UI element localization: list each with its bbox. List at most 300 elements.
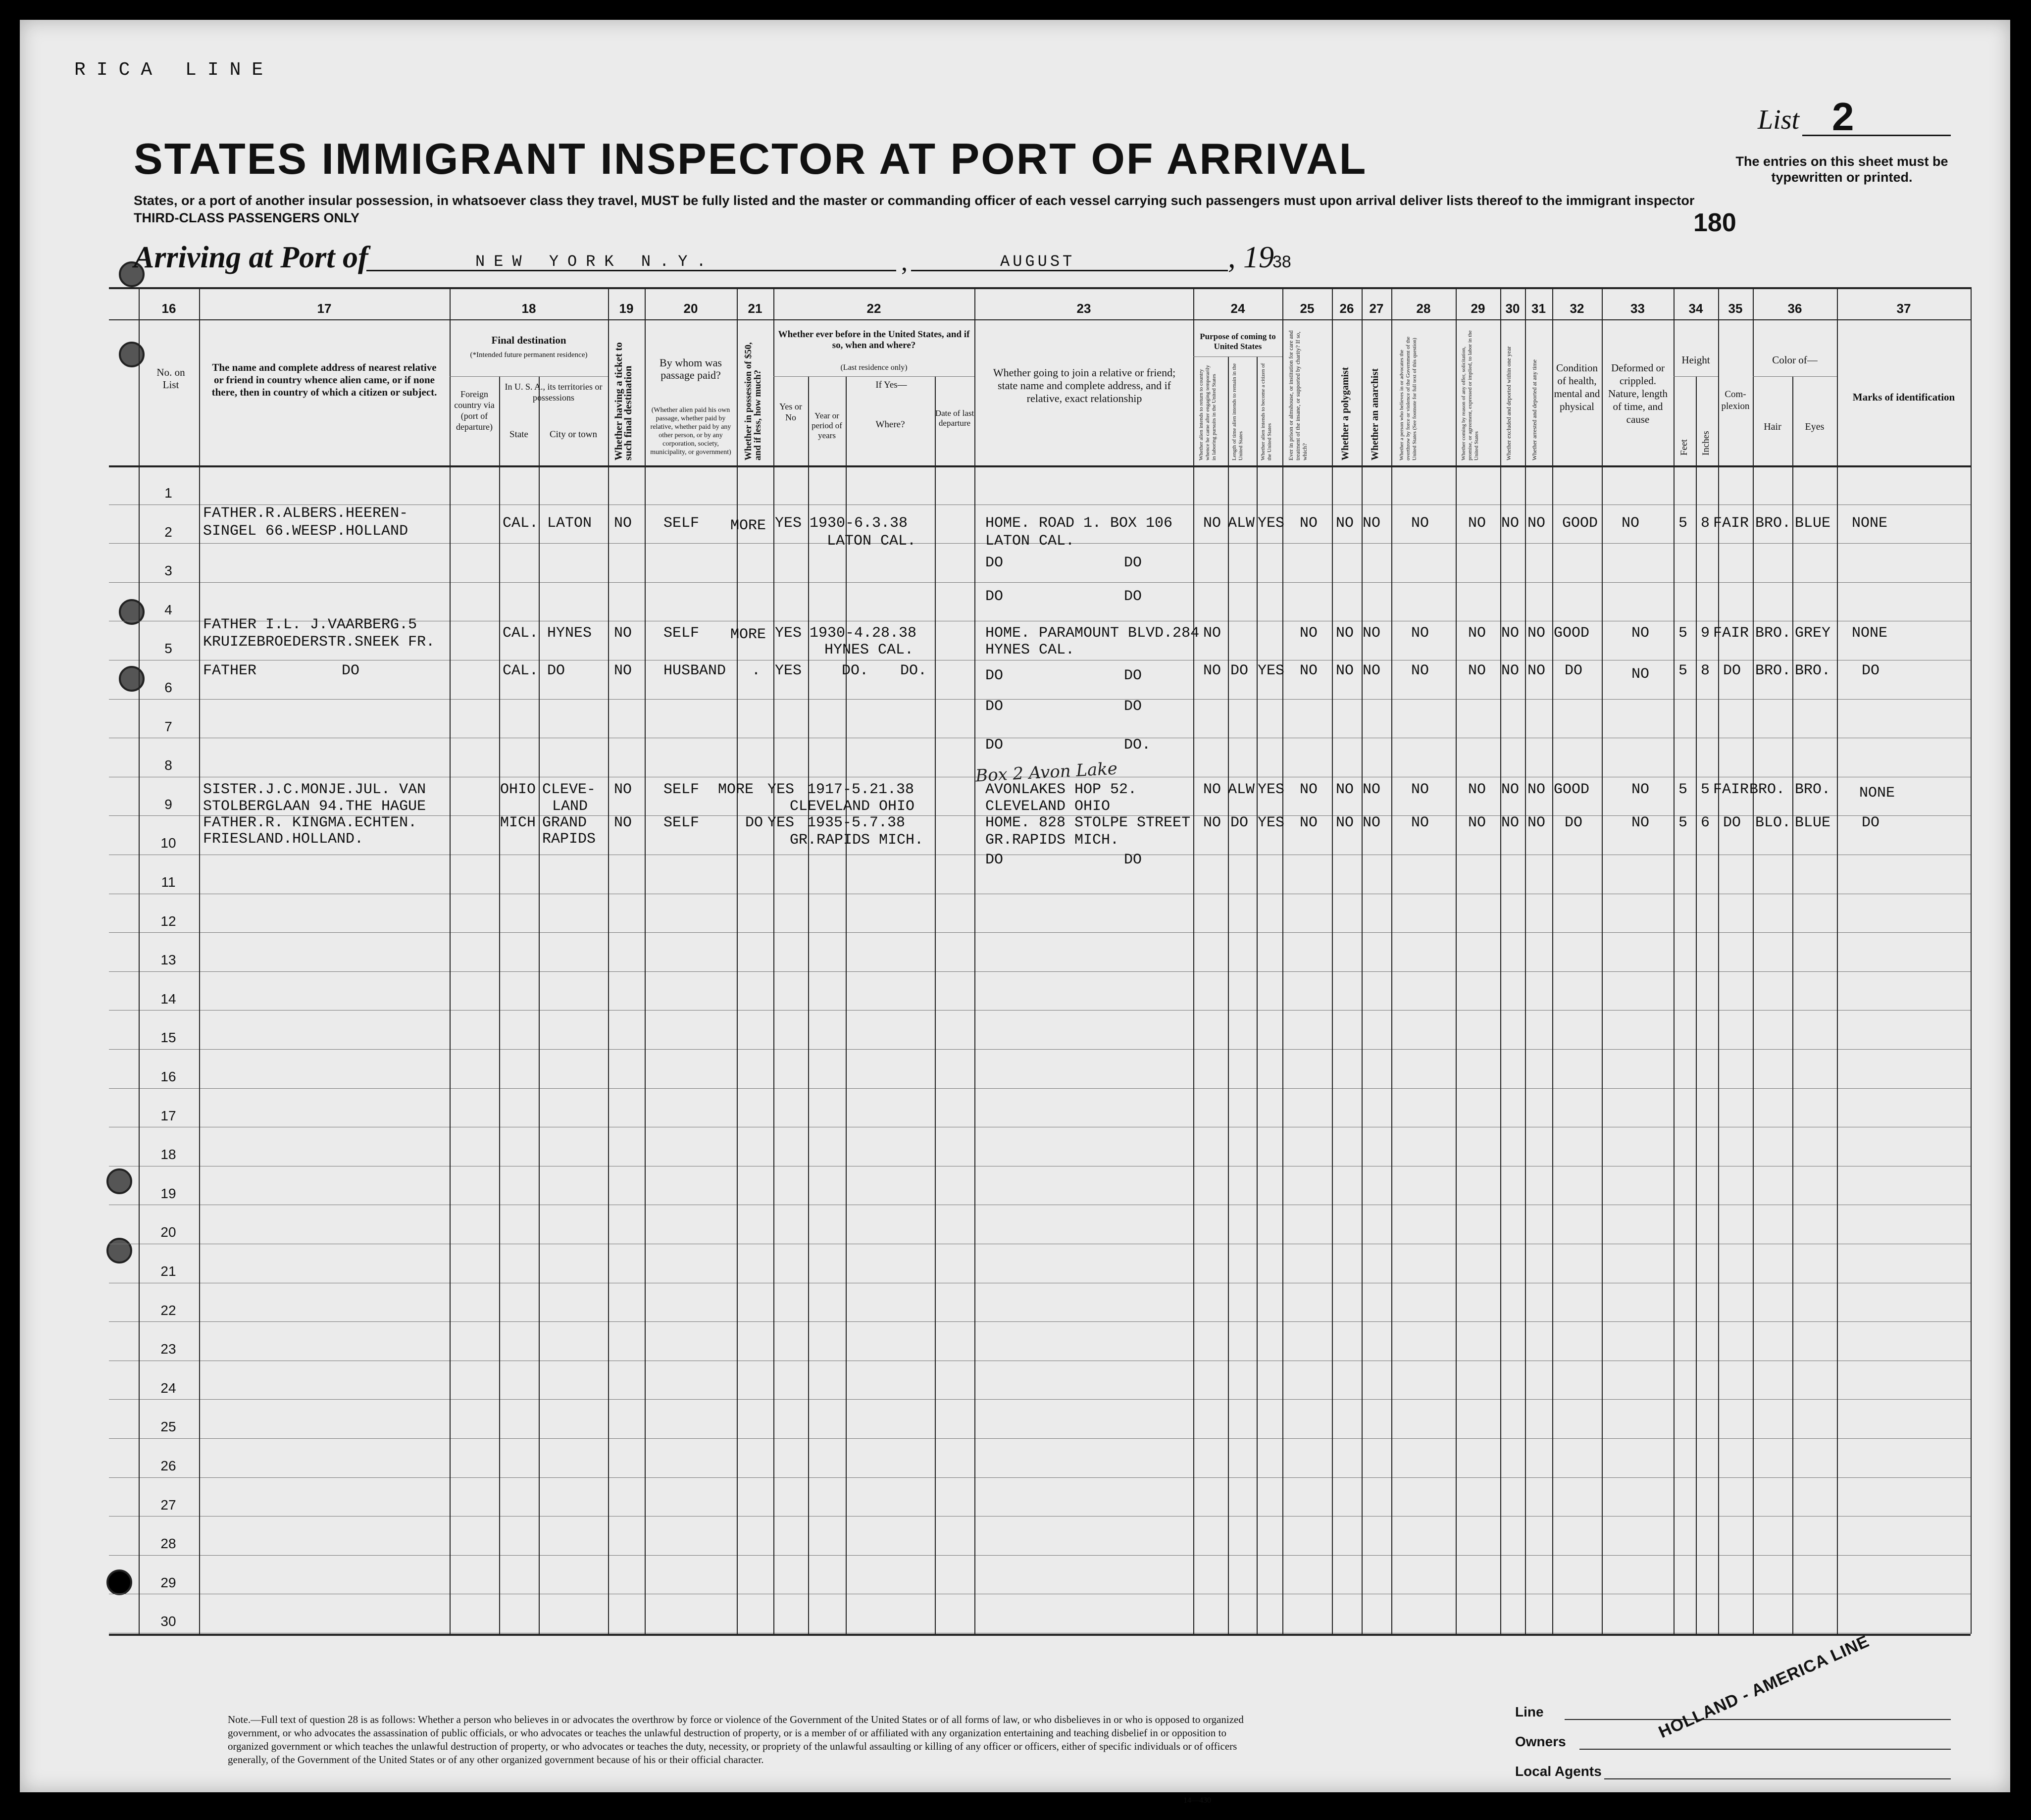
r9-q29: NO [1468, 814, 1486, 831]
r4-health: GOOD [1554, 625, 1590, 642]
r1-complexion: FAIR [1713, 515, 1749, 532]
r5-q30: NO [1501, 662, 1520, 679]
r4-q30: NO [1501, 625, 1520, 642]
r5-relative-ditto: DO [342, 662, 360, 679]
r9-length: DO [1230, 814, 1249, 831]
col-divider [1282, 287, 1283, 1634]
r9-join-b: GR.RAPIDS MICH. [985, 832, 1119, 849]
r9-paid: SELF [663, 814, 700, 831]
colnum-22: 22 [866, 301, 881, 316]
subheader-line [773, 376, 974, 377]
r1-inches: 8 [1701, 515, 1710, 532]
r8-inches: 5 [1701, 781, 1710, 798]
col-divider [808, 376, 809, 1634]
r1-deformed: NO [1622, 515, 1640, 532]
col-divider [974, 287, 975, 1634]
in-usa-header: In U. S. A., its territories or possessions [505, 382, 603, 403]
row-number: 19 [160, 1185, 176, 1201]
r9-q30: NO [1501, 814, 1520, 831]
r4-city: HYNES [547, 625, 592, 642]
r1-citizen: YES [1258, 515, 1285, 532]
r4-state: CAL. [503, 625, 539, 642]
r4-polygamist: NO [1336, 625, 1354, 642]
row-number: 21 [160, 1264, 176, 1279]
col-divider [608, 287, 609, 1634]
inches-header: Inches [1701, 431, 1711, 455]
r2-ditto-b: DO [1124, 555, 1142, 571]
nearest-relative-header: The name and complete address of nearest relative or friend in country whence alien came, or if none there, then in country of which a citizen or subject. [211, 361, 437, 398]
r8-where: CLEVELAND OHIO [790, 798, 915, 815]
r6-ditto-a: DO [985, 667, 1004, 684]
r7-ditto-b: DO. [1124, 737, 1151, 754]
r8-return: NO [1203, 781, 1221, 798]
r8-handwritten-address: Box 2 Avon Lake [975, 758, 1118, 786]
r9-city-a: GRAND [542, 814, 587, 831]
r8-prison: NO [1300, 781, 1318, 798]
col-divider [1837, 287, 1838, 1634]
col-divider [1792, 376, 1793, 1634]
arriving-label: Arriving at Port of [134, 241, 368, 274]
r5-inches: 8 [1701, 662, 1710, 679]
row-rule [109, 1321, 1971, 1322]
r1-relative-a: FATHER.R.ALBERS.HEEREN- [203, 505, 408, 522]
r8-q28: NO [1411, 781, 1429, 798]
r8-city-b: LAND [552, 798, 588, 815]
r2-ditto-a: DO [985, 555, 1004, 571]
r5-ticket: NO [614, 662, 632, 679]
r8-city-a: CLEVE- [542, 781, 596, 798]
r5-health: DO [1565, 662, 1583, 679]
r9-polygamist: NO [1336, 814, 1354, 831]
row-rule [109, 1399, 1971, 1400]
line-label: RICA LINE [74, 59, 274, 81]
r4-complexion: FAIR [1713, 625, 1749, 642]
r9-relative-a: FATHER.R. KINGMA.ECHTEN. [203, 814, 417, 831]
r4-return: NO [1203, 625, 1221, 642]
r9-complexion: DO [1723, 814, 1741, 831]
r1-q29: NO [1468, 515, 1486, 532]
table-top-border [109, 287, 1971, 289]
ticket-header: Whether having a ticket to such final destination [612, 342, 634, 460]
final-destination-header: Final destination [491, 334, 566, 346]
row-number: 15 [160, 1030, 176, 1046]
r5-marks: DO [1862, 662, 1880, 679]
r9-deformed: NO [1631, 814, 1650, 831]
r4-anarchist: NO [1363, 625, 1381, 642]
col-divider [450, 287, 451, 1634]
r4-where: HYNES CAL. [824, 642, 914, 658]
r7-ditto-a: DO [985, 737, 1004, 754]
row-number: 6 [164, 680, 172, 695]
port-value: NEW YORK N.Y. [475, 253, 715, 271]
purpose-header: Purpose of coming to United States [1200, 332, 1276, 351]
r1-join-b: LATON CAL. [985, 533, 1075, 550]
r8-deformed: NO [1631, 781, 1650, 798]
r1-polygamist: NO [1336, 515, 1354, 532]
purpose-length-header: Length of time alien intends to remain in the United States [1231, 363, 1244, 460]
agents-field-label: Local Agents [1515, 1764, 1602, 1779]
r4-ticket: NO [614, 625, 632, 642]
row-rule [109, 1516, 1971, 1517]
col-divider [1332, 287, 1333, 1634]
purpose-return-header: Whether alien intends to return to country whence he came after engaging temporarily in laboring pursuits in the United States [1198, 365, 1217, 460]
r8-ticket: NO [614, 781, 632, 798]
r6b-ditto-b: DO [1124, 698, 1142, 715]
r4-q29: NO [1468, 625, 1486, 642]
manifest-table [20, 20, 2010, 1792]
row-number: 1 [164, 485, 172, 501]
r5-money: . [752, 662, 761, 679]
r1-anarchist: NO [1363, 515, 1381, 532]
row-number: 7 [164, 718, 172, 734]
join-relative-header: Whether going to join a relative or friend; state name and complete address, and if relative, exact relationship [993, 366, 1176, 404]
r9-prison: NO [1300, 814, 1318, 831]
col-divider [1456, 287, 1457, 1634]
r4-join-b: HYNES CAL. [985, 642, 1075, 658]
r5-q31: NO [1527, 662, 1546, 679]
colnum-36: 36 [1787, 301, 1802, 316]
col-divider [645, 287, 646, 1634]
row-number: 22 [160, 1302, 176, 1318]
subheader-line [1753, 376, 1837, 377]
r1-q28: NO [1411, 515, 1429, 532]
yes-no-header: Yes or No [779, 402, 802, 422]
col-divider [1391, 287, 1392, 1634]
col-divider [199, 287, 200, 1634]
r9-citizen: YES [1258, 814, 1285, 831]
color-of-header: Color of— [1772, 354, 1818, 366]
comma: , [901, 248, 908, 276]
year-period-header: Year or period of years [812, 411, 842, 440]
r5-where: DO. [900, 662, 927, 679]
row-number: 24 [160, 1380, 176, 1396]
polygamist-header: Whether a polygamist [1340, 367, 1351, 460]
r4-hair: BRO. [1755, 625, 1791, 642]
row-number: 17 [160, 1108, 176, 1123]
colnum-30: 30 [1505, 301, 1520, 316]
year-suffix: 38 [1272, 253, 1291, 271]
colnum-29: 29 [1471, 301, 1485, 316]
r6b-ditto-a: DO [985, 698, 1004, 715]
r1-return: NO [1203, 515, 1221, 532]
colnum-27: 27 [1369, 301, 1384, 316]
row-number: 4 [164, 602, 172, 617]
if-yes-header: If Yes— [875, 380, 907, 390]
r5-hair: BRO. [1755, 662, 1791, 679]
r9-hair: BLO. [1755, 814, 1791, 831]
r1-hair: BRO. [1755, 515, 1791, 532]
complexion-header: Com- plexion [1721, 389, 1750, 411]
colnum-23: 23 [1076, 301, 1091, 316]
r1-paid: SELF [663, 515, 700, 532]
last-residence-note: (Last residence only) [840, 363, 908, 372]
r1-period: 1930-6.3.38 [810, 515, 908, 532]
col-divider [846, 376, 847, 1634]
r5-period: DO. [842, 662, 869, 679]
r5-q28: NO [1411, 662, 1429, 679]
row-number: 29 [160, 1574, 176, 1590]
row-number: 26 [160, 1458, 176, 1473]
anarchist-header: Whether an anarchist [1370, 368, 1380, 460]
foreign-country-header: Foreign country via (port of departure) [454, 389, 495, 432]
r8-q29: NO [1468, 781, 1486, 798]
line-field-underline [1565, 1719, 1951, 1720]
r5-complexion: DO [1723, 662, 1741, 679]
r5-state: CAL. [503, 662, 539, 679]
purpose-citizen-header: Whether alien intends to become a citizen of the United States [1260, 363, 1272, 460]
r5-city: DO [547, 662, 565, 679]
col-divider [737, 287, 738, 1634]
r1-q31: NO [1527, 515, 1546, 532]
list-label: List [1758, 104, 1800, 135]
subheader-line [450, 376, 608, 377]
r9-feet: 5 [1678, 814, 1688, 831]
q30-header: Whether excluded and deported within one year [1505, 346, 1512, 460]
prison-header: Ever in prison or almshouse, or institution for care and treatment of the insane, or supported by charity? If so, which? [1287, 330, 1308, 460]
r4-deformed: NO [1631, 625, 1650, 642]
row-number: 8 [164, 758, 172, 773]
col-divider [1753, 287, 1754, 1634]
row-rule [109, 1010, 1971, 1011]
row-number: 18 [160, 1147, 176, 1163]
r9-marks: DO [1862, 814, 1880, 831]
colnum-17: 17 [317, 301, 332, 316]
q28-header: Whether a person who believes in or advocates the overthrow by force or violence of the Government of the United States (See footnote for full text of this question) [1399, 336, 1418, 460]
r1-state: CAL. [503, 515, 539, 532]
colnum-18: 18 [521, 301, 536, 316]
r9-ticket: NO [614, 814, 632, 831]
sheet-number: 180 [1693, 208, 1736, 237]
r4-feet: 5 [1678, 625, 1688, 642]
colnum-37: 37 [1896, 301, 1911, 316]
eyes-header: Eyes [1805, 421, 1825, 432]
r4-yes: YES [775, 625, 802, 642]
r8-length: ALW [1228, 781, 1255, 798]
r8-join-a: AVONLAKES HOP 52. [985, 781, 1137, 798]
r5-anarchist: NO [1363, 662, 1381, 679]
list-number: 2 [1832, 95, 1854, 139]
r8-complexion: FAIR [1713, 781, 1749, 798]
r4-relative-a: FATHER I.L. J.VAARBERG.5 [203, 616, 417, 633]
r5-yes: YES [775, 662, 802, 679]
col-divider [1674, 287, 1675, 1634]
r5-q29: NO [1468, 662, 1486, 679]
r5-eyes: BRO. [1795, 662, 1831, 679]
r9-q28: NO [1411, 814, 1429, 831]
r1-yes: YES [775, 515, 802, 532]
q31-header: Whether arrested and deported at any time [1531, 359, 1538, 460]
row-number: 30 [160, 1614, 176, 1629]
row-rule [109, 699, 1971, 700]
month-value: AUGUST [1000, 253, 1075, 271]
r9-yes: YES [767, 814, 795, 831]
r8-q31: NO [1527, 781, 1546, 798]
holland-america-stamp: HOLLAND - AMERICA LINE [1656, 1631, 1873, 1742]
r1-city: LATON [547, 515, 592, 532]
r4-relative-b: KRUIZEBROEDERSTR.SNEEK FR. [203, 634, 435, 651]
colnum-24: 24 [1230, 301, 1245, 316]
col-divider [1193, 287, 1194, 1634]
ever-before-header: Whether ever before in the United States, and if so, when and where? [778, 329, 970, 351]
q29-header: Whether coming by reason of any offer, solicitation, promise, or agreement, expressed or implied, to labor in the United States [1461, 330, 1479, 460]
passage-paid-header: By whom was passage paid? [660, 356, 722, 381]
row-rule [109, 1555, 1971, 1556]
footnote-question-28: Note.—Full text of question 28 is as follows: Whether a person who believes in or advocates the overthrow by force or violence of the Government of the United States or of all forms of law, or who disbelieves in or who is opposed to organized government, or who advocates the assassination of public officials, or who advocates or teaches the unlawful destruction of property, or is a member of or affiliated with any organization entertaining and teaching disbelief in or opposition to organized government or which teaches the unlawful destruction of property, or who advocates or teaches the duty, necessity, or propriety of the unlawful assaulting or killing of any officer or officers, either of specific individuals or of officers generally, of the Government of the United States or of any other organized government because of his or their official character. [228, 1714, 1244, 1766]
r1-prison: NO [1300, 515, 1318, 532]
possession-50-header: Whether in possession of $50, and if less, how much? [743, 342, 763, 460]
col-divider [1602, 287, 1603, 1634]
col-divider [1971, 287, 1972, 1634]
row-rule [109, 1049, 1971, 1050]
col-divider [935, 376, 936, 1634]
table-bottom-border [109, 1634, 1971, 1636]
colnum-25: 25 [1300, 301, 1315, 316]
r8-relative-a: SISTER.J.C.MONJE.JUL. VAN [203, 781, 426, 798]
r4-period: 1930-4.28.38 [810, 625, 917, 642]
r4-inches: 9 [1701, 625, 1710, 642]
r5-deformed: NO [1631, 666, 1650, 683]
final-destination-note: (*Intended future permanent residence) [470, 351, 588, 359]
header-bottom-border [109, 465, 1971, 467]
row-rule [109, 1438, 1971, 1439]
row-number: 20 [160, 1224, 176, 1240]
row-number: 23 [160, 1341, 176, 1357]
r5-return: NO [1203, 662, 1221, 679]
agents-field-underline [1604, 1778, 1951, 1779]
row-number: 25 [160, 1419, 176, 1435]
line-field-label: Line [1515, 1704, 1544, 1719]
r5-polygamist: NO [1336, 662, 1354, 679]
col-divider [499, 376, 500, 1634]
city-header: City or town [549, 429, 598, 440]
r3-ditto-b: DO [1124, 588, 1142, 605]
colnum-35: 35 [1728, 301, 1743, 316]
marks-header: Marks of identification [1852, 391, 1955, 403]
r8-citizen: YES [1258, 781, 1285, 798]
colnum-21: 21 [748, 301, 762, 316]
row-number: 10 [160, 835, 176, 851]
r1-where: LATON CAL. [827, 533, 916, 550]
r4-join-a: HOME. PARAMOUNT BLVD.284 [985, 625, 1200, 642]
r9-relative-b: FRIESLAND.HOLLAND. [203, 831, 364, 848]
r4-prison: NO [1300, 625, 1318, 642]
r9-where: GR.RAPIDS MICH. [790, 832, 924, 849]
r9-state: MICH [500, 814, 536, 831]
row-number: 2 [164, 524, 172, 540]
state-header: State [509, 429, 528, 440]
entries-note: The entries on this sheet must be typewritten or printed. [1735, 154, 1948, 185]
row-rule [109, 971, 1971, 972]
r9-health: DO [1565, 814, 1583, 831]
col-divider [1552, 287, 1553, 1634]
r1-feet: 5 [1678, 515, 1688, 532]
r8-state: OHIO [500, 781, 536, 798]
colnum-34: 34 [1688, 301, 1703, 316]
hair-header: Hair [1764, 421, 1781, 432]
r8-hair: BRO. [1749, 781, 1785, 798]
r8-join-b: CLEVELAND OHIO [985, 798, 1111, 815]
r9-anarchist: NO [1363, 814, 1381, 831]
col-divider [1362, 287, 1363, 1634]
colnum-20: 20 [683, 301, 698, 316]
colnum-26: 26 [1339, 301, 1354, 316]
row-number: 12 [160, 913, 176, 929]
col-divider [1525, 287, 1526, 1634]
page-title: STATES IMMIGRANT INSPECTOR AT PORT OF ARRIVAL [134, 134, 1368, 183]
r9-city-b: RAPIDS [542, 831, 596, 848]
row-number: 5 [164, 641, 172, 657]
r10-ditto-a: DO [985, 852, 1004, 868]
r8-relative-b: STOLBERGLAAN 94.THE HAGUE [203, 798, 426, 815]
r5-citizen: YES [1258, 662, 1285, 679]
r8-anarchist: NO [1363, 781, 1381, 798]
col-divider [539, 376, 540, 1634]
r8-yes: YES [767, 781, 795, 798]
r8-feet: 5 [1678, 781, 1688, 798]
r8-paid: SELF [663, 781, 700, 798]
owners-field-underline [1579, 1749, 1951, 1750]
r8-health: GOOD [1554, 781, 1590, 798]
row-rule [109, 582, 1971, 583]
r5-length: DO [1230, 662, 1249, 679]
height-header: Height [1681, 354, 1710, 366]
col-divider [773, 287, 774, 1634]
r6-ditto-b: DO [1124, 667, 1142, 684]
r5-paid: HUSBAND [663, 662, 726, 679]
row-rule [109, 932, 1971, 933]
colnum-19: 19 [619, 301, 634, 316]
r9-q31: NO [1527, 814, 1546, 831]
r9-period: 1935-5.7.38 [807, 814, 906, 831]
r1-health: GOOD [1562, 515, 1598, 532]
row-number: 13 [160, 952, 176, 968]
subheader-line [1674, 376, 1718, 377]
r9-inches: 6 [1701, 814, 1710, 831]
form-number: 14—430 [1183, 1796, 1211, 1805]
col-divider [1500, 287, 1501, 1634]
r1-join-a: HOME. ROAD 1. BOX 106 [985, 515, 1173, 532]
r1-money: MORE [730, 517, 766, 534]
no-on-list-header: No. on List [156, 366, 185, 391]
r4-q31: NO [1527, 625, 1546, 642]
r8-money: MORE [718, 781, 754, 798]
row-number: 3 [164, 563, 172, 579]
r3-ditto-a: DO [985, 588, 1004, 605]
passage-paid-note: (Whether alien paid his own passage, whether paid by relative, whether paid by any other person, or by any corporation, society, municipality, or government) [650, 406, 731, 456]
manifest-sheet [20, 20, 2010, 1805]
r8-eyes: BRO. [1795, 781, 1831, 798]
r5-relative: FATHER [203, 662, 257, 679]
r4-eyes: GREY [1795, 625, 1831, 642]
subtitle: States, or a port of another insular possession, in whatsoever class they travel, MUST be fully listed and the master or commanding officer of each vessel carrying such passengers must upon arrival deliver lists thereof to the immigrant inspector [134, 193, 1695, 208]
r1-length: ALW [1228, 515, 1255, 532]
r1-marks: NONE [1852, 515, 1888, 532]
r4-q28: NO [1411, 625, 1429, 642]
date-departure-header: Date of last departure [935, 408, 974, 428]
r8-marks: NONE [1859, 785, 1895, 802]
col-divider [1228, 356, 1229, 1634]
colnum-32: 32 [1570, 301, 1584, 316]
year-prefix: , 19 [1228, 241, 1274, 274]
r1-eyes: BLUE [1795, 515, 1831, 532]
feet-header: Feet [1679, 439, 1689, 455]
deformed-header: Deformed or crippled. Nature, length of time, and cause [1608, 362, 1668, 425]
col-divider [1257, 356, 1258, 1634]
row-number: 16 [160, 1069, 176, 1084]
subheader-line [1193, 356, 1282, 357]
colnum-28: 28 [1416, 301, 1431, 316]
r9-return: NO [1203, 814, 1221, 831]
